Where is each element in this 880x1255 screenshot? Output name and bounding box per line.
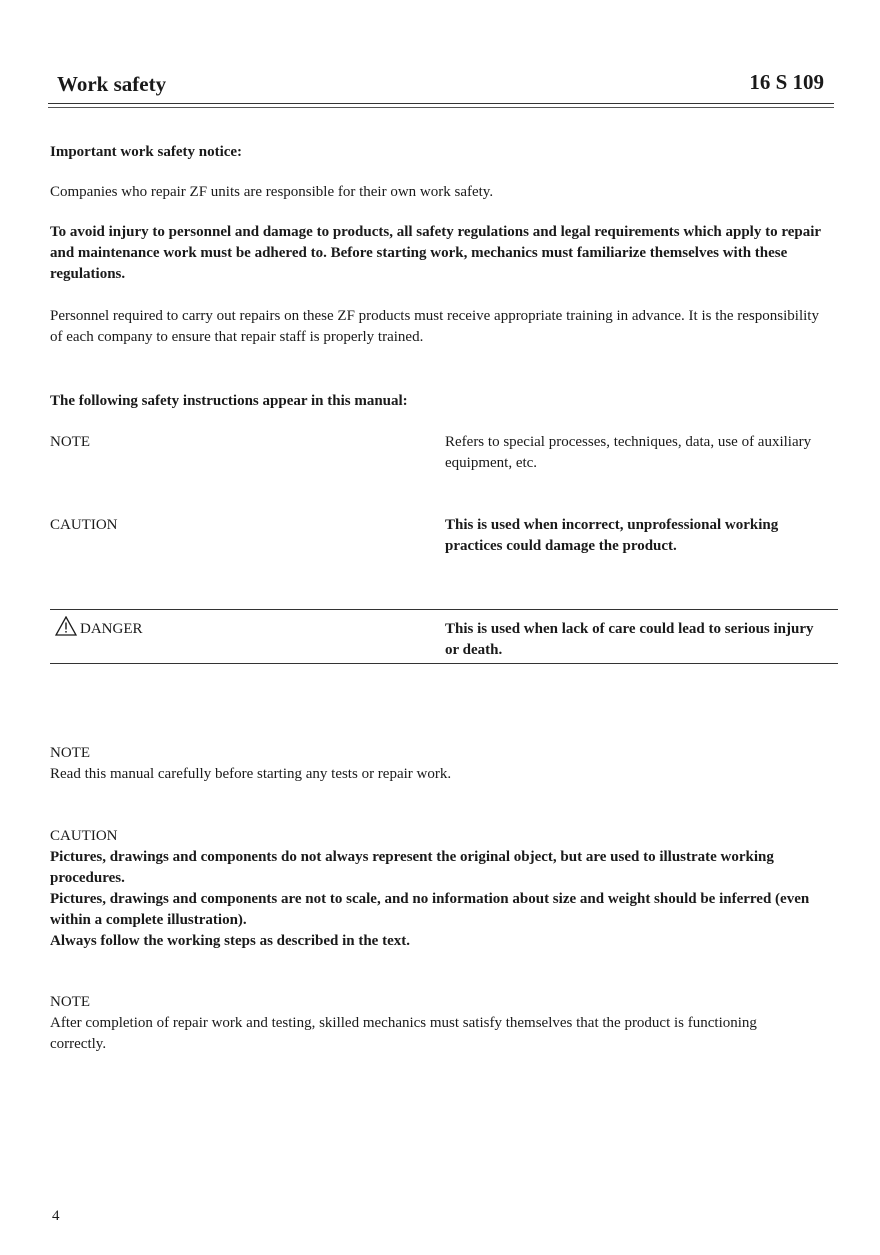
paragraph-responsibility: Companies who repair ZF units are responsible for their own work safety.	[50, 184, 494, 200]
note-read-manual-label: NOTE	[50, 745, 90, 761]
note-completion-label: NOTE	[50, 994, 90, 1010]
danger-bottom-divider	[50, 663, 838, 664]
paragraph-training: Personnel required to carry out repairs on these ZF products must receive appropriate training in advance. It is the responsibility of each company to ensure that repair staff is properly trained.	[50, 308, 819, 345]
header-divider	[48, 103, 834, 104]
note-description: Refers to special processes, techniques, data, use of auxiliary equipment, etc.	[445, 434, 812, 471]
danger-label: DANGER	[80, 621, 143, 637]
note-read-manual-text: Read this manual carefully before starting any tests or repair work.	[50, 766, 452, 782]
notice-heading: Important work safety notice:	[50, 144, 243, 160]
danger-description: This is used when lack of care could lead to serious injury or death.	[445, 621, 814, 658]
page-number: 4	[52, 1208, 60, 1224]
caution-line-3: Always follow the working steps as described in the text.	[50, 933, 410, 949]
note-label: NOTE	[50, 434, 90, 450]
caution-label: CAUTION	[50, 517, 118, 533]
caution-description: This is used when incorrect, unprofessional working practices could damage the product.	[445, 517, 779, 554]
caution-line-2: Pictures, drawings and components are not to scale, and no information about size and weight should be inferred (even within a complete illustration).	[50, 891, 810, 928]
caution-line-1: Pictures, drawings and components do not always represent the original object, but are used to illustrate working procedures.	[50, 849, 774, 886]
danger-top-divider	[50, 609, 838, 610]
paragraph-regulations: To avoid injury to personnel and damage to products, all safety regulations and legal requirements which apply to repair and maintenance work must be adhered to. Before starting work, mechanics must familiarize themselves with these regulations.	[50, 224, 821, 282]
header-divider-secondary	[48, 107, 834, 108]
page-title: Work safety	[57, 72, 167, 96]
warning-triangle-icon	[55, 616, 77, 636]
note-completion-text: After completion of repair work and testing, skilled mechanics must satisfy themselves that the product is functioning correctly.	[50, 1015, 757, 1052]
instructions-heading: The following safety instructions appear in this manual:	[50, 393, 408, 409]
caution-pictures-label: CAUTION	[50, 828, 118, 844]
document-code: 16 S 109	[749, 70, 824, 94]
